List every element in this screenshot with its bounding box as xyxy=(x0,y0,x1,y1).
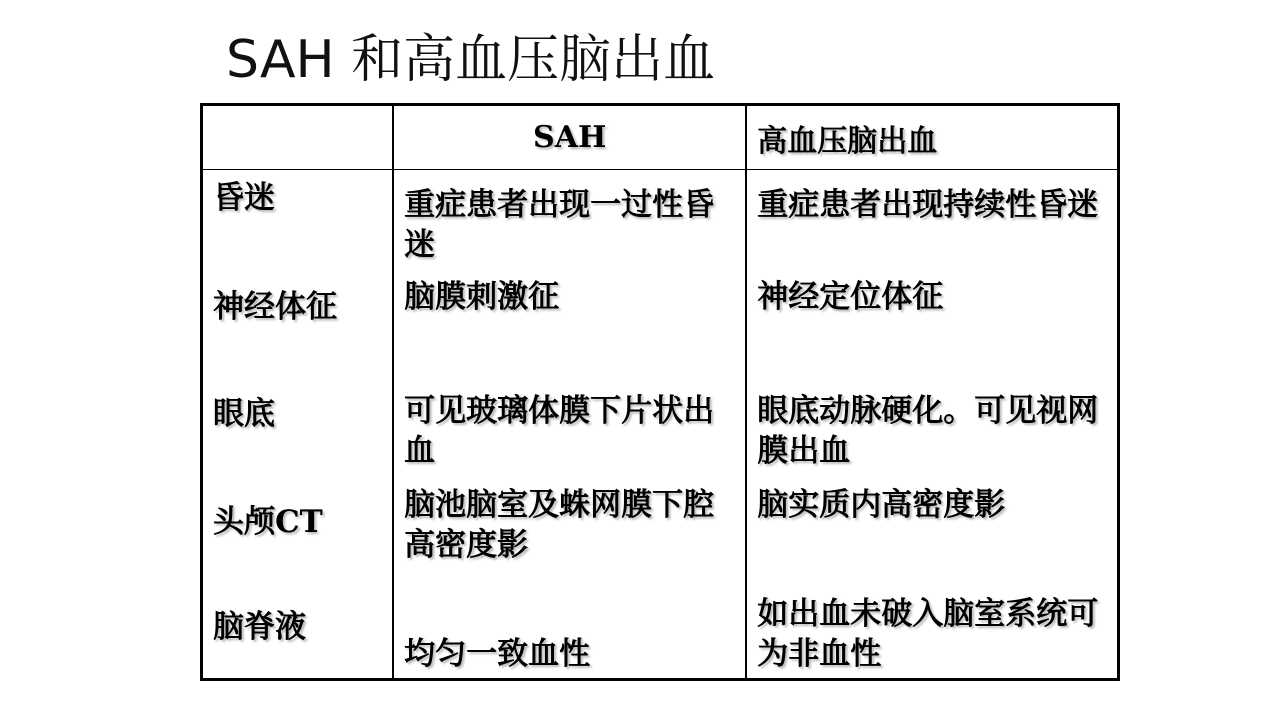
comparison-table xyxy=(200,103,1120,681)
hich-csf-cell: 如出血未破入脑室系统可为非血性 xyxy=(757,596,1099,672)
row-label-neuro-signs: 神经体征 xyxy=(213,289,337,325)
hich-head-ct-cell: 脑实质内高密度影 xyxy=(757,487,1006,523)
hich-coma-cell: 重症患者出现持续性昏迷 xyxy=(757,187,1099,223)
hich-fundus-cell: 眼底动脉硬化。可见视网膜出血 xyxy=(757,393,1099,469)
header-empty xyxy=(202,105,394,170)
sah-csf-cell: 均匀一致血性 xyxy=(404,636,591,672)
header-sah: SAH xyxy=(393,105,746,170)
row-label-coma: 昏迷 xyxy=(213,180,275,216)
sah-fundus-cell: 可见玻璃体膜下片状出血 xyxy=(404,393,715,469)
sah-coma-cell: 重症患者出现一过性昏迷 xyxy=(404,187,715,263)
label-column xyxy=(202,170,394,680)
sah-column xyxy=(393,170,746,680)
sah-head-ct-cell: 脑池脑室及蛛网膜下腔高密度影 xyxy=(404,487,715,563)
row-label-csf: 脑脊液 xyxy=(213,609,306,645)
table-header-row xyxy=(202,105,1119,170)
row-label-head-ct: 头颅CT xyxy=(213,504,323,540)
header-hypertensive-hemorrhage: 高血压脑出血 xyxy=(746,105,1118,170)
sah-neuro-signs-cell: 脑膜刺激征 xyxy=(404,279,560,315)
table-body-row xyxy=(202,170,1119,680)
hich-neuro-signs-cell: 神经定位体征 xyxy=(757,279,944,315)
slide-title: SAH 和高血压脑出血 xyxy=(226,30,716,90)
row-label-fundus: 眼底 xyxy=(213,396,275,432)
hypertensive-hemorrhage-column xyxy=(746,170,1118,680)
